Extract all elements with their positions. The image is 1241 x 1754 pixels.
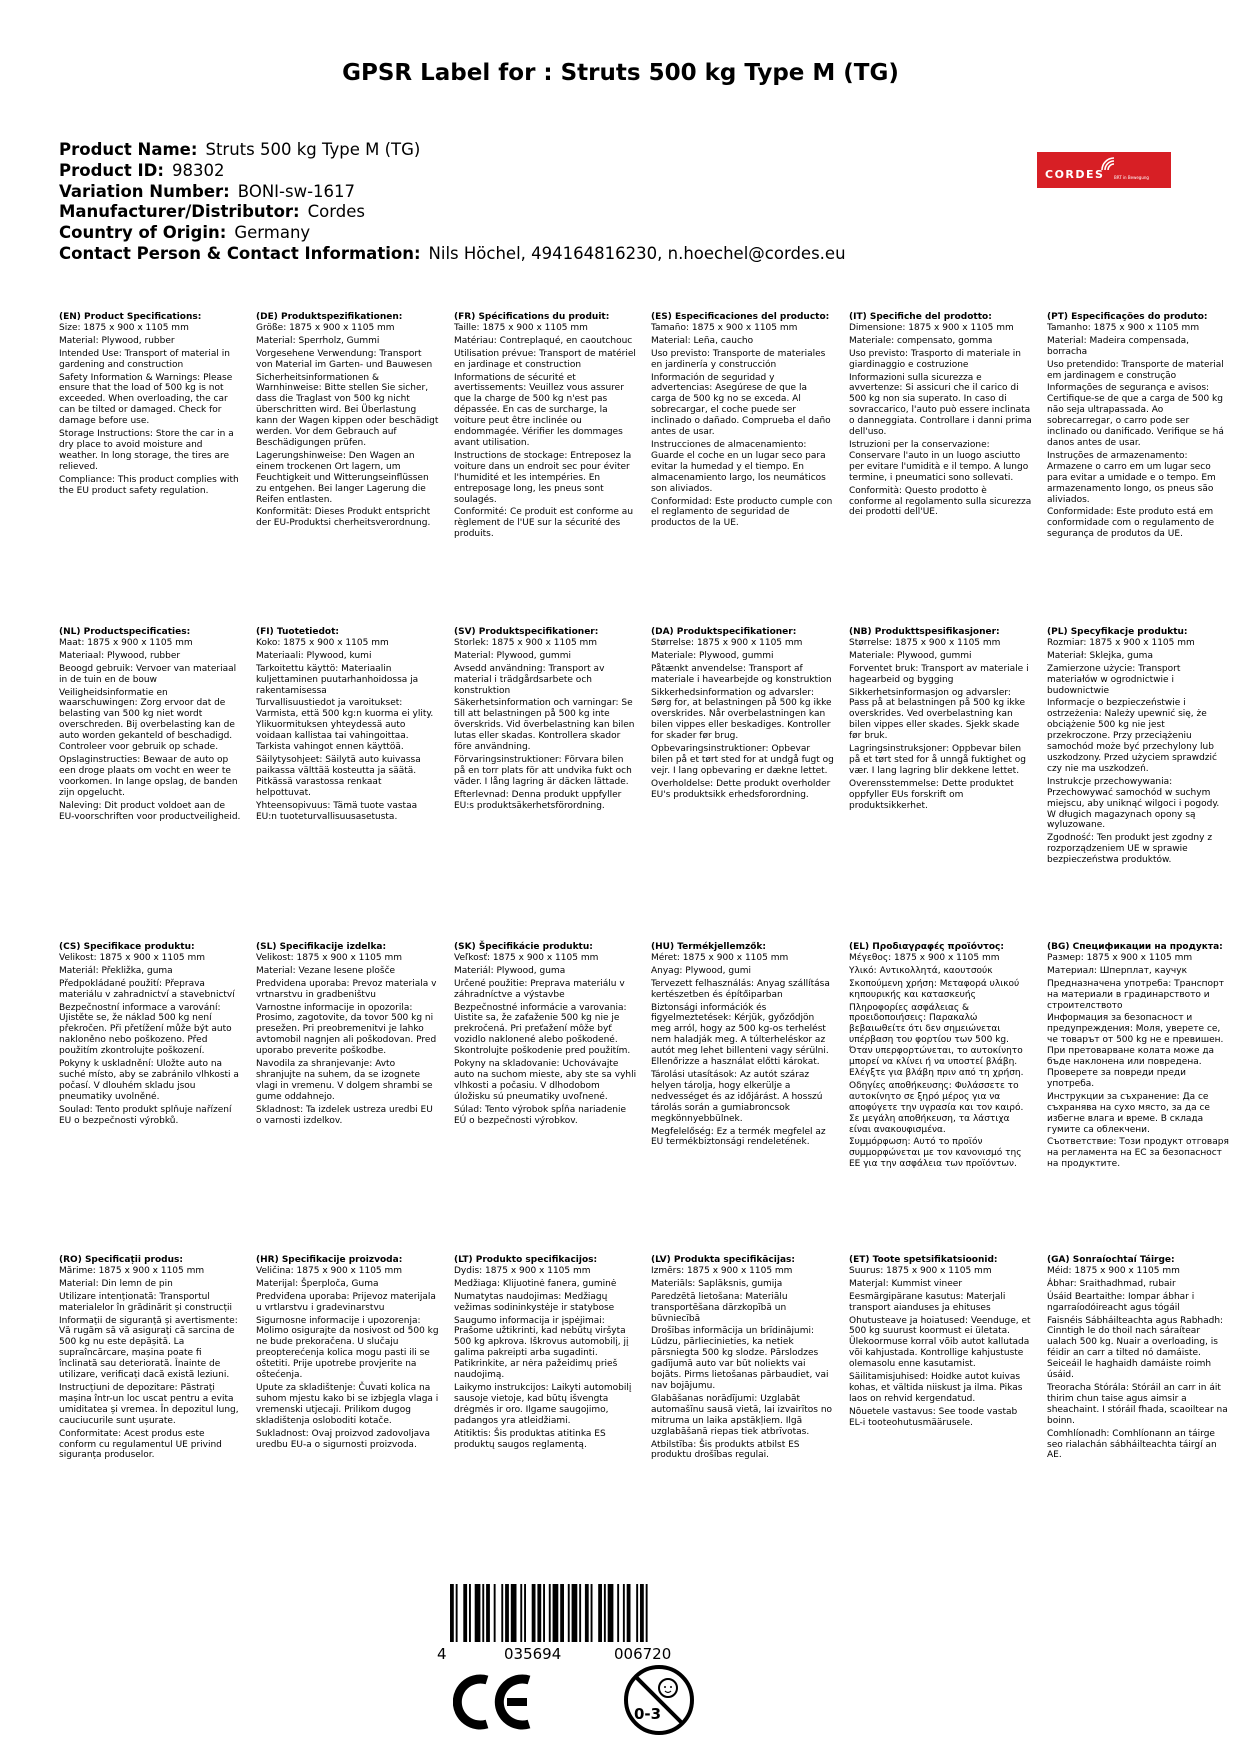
info-row [59, 202, 846, 223]
barcode-bar [627, 1584, 631, 1642]
info-value: Germany [234, 223, 311, 243]
spec-paragraph: Conformidade: Este produto está em conformidade com o regulamento de segurança de produtos da UE. [1047, 507, 1215, 540]
barcode-bar [598, 1584, 602, 1642]
spec-heading: (PL) Specyfikacje produktu: [1047, 627, 1188, 637]
barcode-bar [572, 1584, 578, 1642]
spec-paragraph: Instrukcje przechowywania: Przechowywać samochód w suchym miejscu, aby uniknąć wilgoci i pogody. W długich magazynach opony są wyluzowane. [1047, 776, 1220, 831]
spec-paragraph: Anyag: Plywood, gumi [651, 965, 752, 976]
barcode-bar [505, 1584, 509, 1642]
spec-block [651, 942, 834, 1150]
spec-paragraph: Material: Sperrholz, Gummi [256, 335, 380, 346]
spec-paragraph: Συμμόρφωση: Αυτό το προϊόν συμμορφώνεται με τον κανονισμό της ΕΕ για την ασφάλεια των προϊόντων. [849, 1137, 1022, 1170]
spec-paragraph: Istruzioni per la conservazione: Conservare l'auto in un luogo asciutto per evitare l'umidità e il tempo. A lungo termine, i pneumatici sono sollevati. [849, 439, 1029, 483]
barcode-digit-prefix: 4 [437, 1645, 447, 1663]
spec-paragraph: Varnostne informacije in opozorila: Prosimo, zagotovite, da tovor 500 kg ni presežen. Pri preobremenitvi je lahko avtomobil nagnjen ali poškodovan. Pred uporabo preverite poškodbe. [256, 1002, 437, 1057]
spec-size: Dimensione: 1875 x 900 x 1105 mm [849, 322, 1014, 333]
spec-paragraph: Určené použitie: Preprava materiálu v záhradníctve a výstavbe [454, 978, 625, 1000]
spec-size: Размер: 1875 x 900 x 1105 mm [1047, 952, 1193, 963]
spec-paragraph: Safety Information & Warnings: Please ensure that the load of 500 kg is not exceeded. When overloading, the car can be tilted or damaged. Check for damage before use. [59, 372, 233, 427]
spec-size: Méret: 1875 x 900 x 1105 mm [651, 952, 789, 963]
spec-paragraph: Material: Din lemn de pin [59, 1278, 173, 1289]
info-label: Product ID: [59, 160, 164, 180]
spec-block [1047, 312, 1230, 542]
spec-paragraph: Conformità: Questo prodotto è conforme al regolamento sulla sicurezza dei prodotti dell'UE. [849, 485, 1032, 518]
spec-paragraph: Treoracha Stórála: Stóráil an carr in áit thirim chun taise agus aimsir a sheachaint. I stóráil fhada, scaoiltear na boinn. [1047, 1382, 1228, 1426]
spec-size: Suurus: 1875 x 900 x 1105 mm [849, 1265, 992, 1276]
spec-block [59, 312, 242, 499]
barcode-bar [524, 1584, 526, 1642]
barcode-digits-left: 035694 [504, 1645, 562, 1663]
spec-paragraph: Naleving: Dit product voldoet aan de EU-voorschriften voor productveiligheid. [59, 800, 241, 822]
info-label: Country of Origin: [59, 223, 227, 243]
spec-size: Mărime: 1875 x 900 x 1105 mm [59, 1265, 205, 1276]
spec-paragraph: Material: Plywood, rubber [59, 335, 175, 346]
spec-paragraph: Zgodność: Ten produkt jest zgodny z rozporządzeniem UE w sprawie bezpieczeństwa produktów. [1047, 833, 1213, 866]
spec-heading: (LV) Produkta specifikācijas: [651, 1255, 795, 1265]
spec-paragraph: Uso previsto: Transporte de materiales en jardinería y construcción [651, 348, 826, 370]
spec-paragraph: Conformidad: Este producto cumple con el reglamento de seguridad de productos de la UE. [651, 496, 833, 529]
barcode-bar [543, 1584, 545, 1642]
spec-paragraph: Materjal: Kummist vineer [849, 1278, 963, 1289]
barcode-bar [553, 1584, 559, 1642]
info-label: Variation Number: [59, 181, 230, 201]
spec-heading: (DE) Produktspezifikationen: [256, 312, 403, 322]
barcode-bar [456, 1584, 458, 1642]
spec-paragraph: Materiál: Překližka, guma [59, 965, 173, 976]
spec-size: Koko: 1875 x 900 x 1105 mm [256, 637, 389, 648]
spec-paragraph: Informations de sécurité et avertissements: Veuillez vous assurer que la charge de 500 kg n'est pas dépassée. En cas de surcharge, la voiture peut être inclinée ou endommagée. Vérifier les dommages avant utilisation. [454, 372, 624, 448]
barcode-bar [469, 1584, 471, 1642]
spec-heading: (FR) Spécifications du produit: [454, 312, 610, 322]
spec-paragraph: Upute za skladištenje: Čuvati kolica na suhom mjestu kako bi se izbjegla vlaga i vremenski utjecaji. Prilikom dugog skladištenja osloboditi kotače. [256, 1382, 439, 1426]
spec-heading: (DA) Produktspecifikationer: [651, 627, 797, 637]
spec-block [59, 942, 242, 1129]
spec-block [454, 627, 637, 814]
barcode-bar [608, 1584, 614, 1642]
spec-paragraph: Beoogd gebruik: Vervoer van materiaal in de tuin en de bouw [59, 663, 237, 685]
spec-paragraph: Säilitamisjuhised: Hoidke autot kuivas kohas, et vältida niiskust ja ilma. Pikas laos on rehvid kergendatud. [849, 1372, 1023, 1404]
spec-heading: (ES) Especificaciones del producto: [651, 312, 830, 322]
spec-size: Tamanho: 1875 x 900 x 1105 mm [1047, 322, 1200, 333]
spec-heading: (FI) Tuotetiedot: [256, 627, 340, 637]
spec-heading: (IT) Specifiche del prodotto: [849, 312, 992, 322]
barcode-bar [549, 1584, 551, 1642]
spec-paragraph: Yhteensopivuus: Tämä tuote vastaa EU:n tuoteturvallisuusasetusta. [256, 800, 418, 822]
spec-paragraph: Skladnost: Ta izdelek ustreza uredbi EU o varnosti izdelkov. [256, 1104, 433, 1126]
spec-heading: (PT) Especificações do produto: [1047, 312, 1208, 322]
info-row [59, 223, 846, 244]
info-row [59, 161, 846, 182]
spec-paragraph: Overensstemmelse: Dette produktet oppfyller EUs forskrift om produktsikkerhet. [849, 778, 1014, 811]
barcode-bar [537, 1584, 541, 1642]
spec-paragraph: Drošības informācija un brīdinājumi: Lūdzu, pārliecinieties, ka netiek pārsniegta 500 kg slodze. Pārslodzes gadījumā auto var būt noliekts vai bojāts. Pirms lietošanas pārbaudiet, vai nav bojājumu. [651, 1326, 829, 1391]
spec-paragraph: Sigurnosne informacije i upozorenja: Molimo osigurajte da nosivost od 500 kg ne bude prekoračena. U slučaju preopterećenja kolica mogu pasti ili se oštetiti. Prije upotrebe provjerite na oštećenja. [256, 1315, 439, 1381]
spec-paragraph: Material: Leña, caucho [651, 335, 754, 346]
barcode-bar [604, 1584, 606, 1642]
spec-paragraph: Предназначена употреба: Транспорт на материали в градинарството и строителството [1047, 978, 1225, 1011]
spec-paragraph: Materiaali: Plywood, kumi [256, 650, 372, 661]
barcode-bar [482, 1584, 484, 1642]
spec-paragraph: Förvaringsinstruktioner: Förvara bilen på en torr plats för att undvika fukt och väder. I lång lagring är däcken lättade. [454, 754, 632, 787]
spec-heading: (GA) Sonraíochtaí Táirge: [1047, 1255, 1175, 1265]
spec-block [256, 312, 439, 531]
spec-heading: (SK) Špecifikácie produktu: [454, 942, 593, 952]
spec-paragraph: Материал: Шперплат, каучук [1047, 965, 1188, 976]
spec-heading: (RO) Specificații produs: [59, 1255, 183, 1265]
spec-heading: (LT) Produkto specifikacijos: [454, 1255, 598, 1265]
spec-paragraph: Vorgesehene Verwendung: Transport von Material im Garten- und Bauwesen [256, 348, 433, 370]
barcode-bar [617, 1584, 619, 1642]
spec-paragraph: Uso pretendido: Transporte de material em jardinagem e construção [1047, 359, 1224, 381]
spec-paragraph: Información de seguridad y advertencias: Asegúrese de que la carga de 500 kg no se exceda. Al sobrecargar, el coche puede ser inclinado o dañado. Comprueba el daño antes de usar. [651, 372, 831, 438]
spec-paragraph: Sikkerhedsinformation og advarsler: Sørg for, at belastningen på 500 kg ikke overskrides. Når overbelastningen kan bilen vippes eller beskadiges. Kontroller for skader før brug. [651, 687, 832, 742]
spec-paragraph: Avsedd användning: Transport av material i trädgårdsarbete och konstruktion [454, 663, 605, 696]
spec-paragraph: Faisnéis Sábháilteachta agus Rabhadh: Cinntigh le do thoil nach sáraítear ualach 500 kg. Nuair a overloading, is féidir an carr a tilted nó damáiste. Seiceáil le haghaidh damáiste roimh úsáid. [1047, 1315, 1224, 1381]
spec-block [256, 1255, 439, 1452]
spec-block [256, 627, 439, 824]
ce-mark-icon [453, 1674, 533, 1730]
spec-paragraph: Nõuetele vastavus: See toode vastab EL-i tooteohutusmäärusele. [849, 1406, 1018, 1428]
spec-block [849, 627, 1032, 814]
spec-paragraph: Atitiktis: Šis produktas atitinka ES produktų saugos reglamentą. [454, 1428, 606, 1450]
barcode-bar [494, 1584, 496, 1642]
spec-heading: (CS) Specifikace produktu: [59, 942, 195, 952]
spec-paragraph: Υλικό: Αντικολλητά, καουτσούκ [849, 965, 993, 976]
spec-paragraph: Informacje o bezpieczeństwie i ostrzeżenia: Należy upewnić się, że obciążenie 500 kg nie jest przekroczone. Przy przeciążeniu samochód może być przechylony lub uszkodzony. Przed użyciem sprawdzić czy nie ma uszkodzeń. [1047, 698, 1217, 774]
barcode-bar [475, 1584, 481, 1642]
spec-size: Méid: 1875 x 900 x 1105 mm [1047, 1265, 1180, 1276]
spec-paragraph: Biztonsági információk és figyelmeztetések: Kérjük, győződjön meg arról, hogy az 500 kg-os terhelést nem haladják meg. A túlterheléskor az autót meg lehet billenteni vagy sérülni. Ellenőrizze a használat előtti károkat. [651, 1002, 829, 1068]
product-info [59, 140, 846, 265]
spec-size: Veľkosť: 1875 x 900 x 1105 mm [454, 952, 599, 963]
spec-paragraph: Bezpečnostní informace a varování: Ujistěte se, že náklad 500 kg není překročen. Při přetížení může být auto nakloněno nebo poškozeno. Před použitím zkontrolujte poškození. [59, 1002, 232, 1057]
spec-block [454, 1255, 637, 1452]
spec-paragraph: Påtænkt anvendelse: Transport af materiale i havearbejde og konstruktion [651, 663, 832, 685]
spec-paragraph: Lagerungshinweise: Den Wagen an einem trockenen Ort lagern, um Feuchtigkeit und Witterungseinflüssen zu entgehen. Bei langer Lagerung die Reifen entlasten. [256, 450, 429, 505]
spec-block [651, 1255, 834, 1463]
spec-paragraph: Instruções de armazenamento: Armazene o carro em um lugar seco para evitar a umidade e o tempo. Em armazenamento longo, os pneus são aliviados. [1047, 450, 1216, 505]
spec-block [1047, 1255, 1230, 1463]
spec-paragraph: Úsáid Beartaithe: Iompar ábhar i ngarraíodóireacht agus tógáil [1047, 1291, 1195, 1313]
spec-paragraph: Storage Instructions: Store the car in a dry place to avoid moisture and weather. In long storage, the tires are relieved. [59, 429, 234, 472]
info-value: Cordes [307, 202, 365, 222]
spec-paragraph: Numatytas naudojimas: Medžiagų vežimas sodininkystėje ir statybose [454, 1291, 615, 1313]
info-value: Struts 500 kg Type M (TG) [205, 140, 421, 159]
barcode [450, 1584, 750, 1644]
spec-paragraph: Medžiaga: Klijuotinė fanera, guminė [454, 1278, 617, 1289]
spec-heading: (NL) Productspecificaties: [59, 627, 191, 637]
spec-paragraph: Efterlevnad: Denna produkt uppfyller EU:s produktsäkerhetsförordning. [454, 789, 622, 811]
spec-size: Dydis: 1875 x 900 x 1105 mm [454, 1265, 591, 1276]
spec-paragraph: Compliance: This product complies with the EU product safety regulation. [59, 474, 239, 496]
spec-paragraph: Saugumo informacija ir įspėjimai: Prašome užtikrinti, kad nebūtų viršyta 500 kg apkrova. Iškrovus automobilį, jį galima pakreipti arba sugadinti. Patikrinkite, ar nėra pažeidimų prieš naudojimą. [454, 1315, 629, 1381]
spec-paragraph: Pokyny k uskladnění: Uložte auto na suché místo, aby se zabránilo vlhkosti a počasí. V dlouhém skladu jsou pneumatiky uvolněné. [59, 1059, 239, 1102]
spec-paragraph: Material: Plywood, gummi [454, 650, 571, 661]
spec-block [1047, 627, 1230, 868]
spec-heading: (HU) Termékjellemzők: [651, 942, 767, 952]
spec-size: Size: 1875 x 900 x 1105 mm [59, 322, 189, 333]
barcode-bar [646, 1584, 648, 1642]
spec-block [454, 942, 637, 1129]
spec-paragraph: Instrucciones de almacenamiento: Guarde el coche en un lugar seco para evitar la humedad y el tiempo. En almacenamiento largo, los neumáticos son aliviados. [651, 439, 826, 494]
spec-size: Storlek: 1875 x 900 x 1105 mm [454, 637, 598, 648]
spec-paragraph: Инструкции за съхранение: Да се съхранява на сухо място, за да се избегне влага и време. В склада гумите са облекчени. [1047, 1091, 1210, 1135]
spec-paragraph: Lagringsinstruksjoner: Oppbevar bilen på et tørt sted for å unngå fuktighet og vær. I lang lagring blir dekkene lettet. [849, 744, 1026, 776]
age-range-text: 0-3 [634, 1705, 662, 1723]
spec-block [849, 1255, 1032, 1431]
spec-paragraph: Säilytysohjeet: Säilytä auto kuivassa paikassa välttää kosteutta ja säätä. Pitkässä varastossa renkaat helpottuvat. [256, 754, 421, 798]
info-row [59, 140, 846, 161]
barcode-bar [640, 1584, 644, 1642]
spec-paragraph: Opbevaringsinstruktioner: Opbevar bilen på et tørt sted for at undgå fugt og vejr. I lang opbevaring er dækne lettet. [651, 744, 834, 776]
barcode-bar [623, 1584, 625, 1642]
barcode-bar [511, 1584, 517, 1642]
spec-paragraph: Ohutusteave ja hoiatused: Veenduge, et 500 kg suurust koormust ei ületata. Ülekoormuse korral võib autot kallutada või kahjustada. Kontrollige kahjustuste olemasolu enne kasutamist. [849, 1315, 1031, 1370]
spec-size: Μέγεθος: 1875 x 900 x 1105 mm [849, 952, 1000, 963]
spec-paragraph: Comhlíonadh: Comhlíonann an táirge seo rialachán sábháilteachta táirgí an AE. [1047, 1428, 1217, 1461]
barcode-bar [463, 1584, 467, 1642]
spec-paragraph: Overholdelse: Dette produkt overholder EU's produktsikk erhedsforordning. [651, 778, 831, 800]
spec-paragraph: Materiál: Plywood, guma [454, 965, 566, 976]
spec-heading: (HR) Specifikacije proizvoda: [256, 1255, 403, 1265]
spec-paragraph: Megfelelőség: Ez a termék megfelel az EU termékbiztonsági rendeletének. [651, 1126, 826, 1148]
info-label: Contact Person & Contact Information: [59, 243, 421, 263]
barcode-bar [591, 1584, 593, 1642]
spec-paragraph: Conformitate: Acest produs este conform cu regulamentul UE privind siguranța produselor. [59, 1428, 222, 1461]
spec-size: Rozmiar: 1875 x 900 x 1105 mm [1047, 637, 1195, 648]
info-value: Nils Höchel, 494164816230, n.hoechel@cordes.eu [428, 243, 846, 263]
spec-size: Størrelse: 1875 x 900 x 1105 mm [849, 637, 1001, 648]
spec-paragraph: Laikymo instrukcijos: Laikyti automobilį sausoje vietoje, kad būtų išvengta drėgmės ir oro. Ilgame saugojimo, padangos yra atleidžiami. [454, 1382, 632, 1426]
spec-heading: (BG) Спецификации на продукта: [1047, 942, 1223, 952]
barcode-bar [560, 1584, 564, 1642]
spec-block [849, 942, 1032, 1172]
spec-paragraph: Glabāšanas norādījumi: Uzglabāt automašīnu sausā vietā, lai izvairītos no mitruma un laika apstākļiem. Ilgā uzglabāšanā riepas tiek atbrīvotas. [651, 1393, 833, 1437]
spec-block [59, 1255, 242, 1463]
spec-paragraph: Paredzētā lietošana: Materiālu transportēšana dārzkopībā un būvniecībā [651, 1291, 788, 1324]
spec-paragraph: Conformité: Ce produit est conforme au règlement de l'UE sur la sécurité des produits. [454, 507, 634, 540]
spec-paragraph: Veiligheidsinformatie en waarschuwingen: Zorg ervoor dat de belasting van 500 kg niet wordt overschreden. Bij overbelasting kan de auto worden gekanteld of beschadigd. Controleer voor gebruik op schade. [59, 687, 235, 753]
barcode-digits-right: 006720 [614, 1645, 672, 1663]
spec-paragraph: Forventet bruk: Transport av materiale i hagearbeid og bygging [849, 663, 1029, 685]
spec-paragraph: Instructions de stockage: Entreposez la voiture dans un endroit sec pour éviter l'humidité et les intempéries. En entreposage long, les pneus sont soulagés. [454, 450, 632, 505]
spec-paragraph: Utilisation prévue: Transport de matériel en jardinage et construction [454, 348, 636, 370]
spec-paragraph: Tarkoitettu käyttö: Materiaalin kuljettaminen puutarhanhoidossa ja rakentamisessa [256, 663, 419, 696]
spec-paragraph: Materiaal: Plywood, rubber [59, 650, 181, 661]
barcode-bar [532, 1584, 536, 1642]
spec-paragraph: Sukladnost: Ovaj proizvod zadovoljava uredbu EU-a o sigurnosti proizvoda. [256, 1428, 430, 1450]
barcode-bar [501, 1584, 503, 1642]
barcode-bar [486, 1584, 490, 1642]
spec-paragraph: Turvallisuustiedot ja varoitukset: Varmista, että 500 kg:n kuorma ei ylity. Ylikuormituksen yhteydessä auto voidaan kallistaa tai vahingoittaa. Tarkista vahingot ennen käyttöä. [256, 698, 434, 753]
spec-size: Velikost: 1875 x 900 x 1105 mm [256, 952, 402, 963]
spec-paragraph: Materiale: compensato, gomma [849, 335, 993, 346]
logo-text: CORDES [1045, 168, 1105, 181]
ce-text: CE [453, 1674, 455, 1675]
spec-block [454, 312, 637, 542]
spec-paragraph: Pokyny na skladovanie: Uchovávajte auto na suchom mieste, aby ste sa vyhli vlhkosti a počasiu. V dlhodobom úložisku sú pneumatiky uvoľnené. [454, 1059, 637, 1102]
spec-size: Størrelse: 1875 x 900 x 1105 mm [651, 637, 803, 648]
spec-size: Izmērs: 1875 x 900 x 1105 mm [651, 1265, 793, 1276]
spec-heading: (SL) Specifikacije izdelka: [256, 942, 387, 952]
cordes-logo [1037, 152, 1171, 188]
info-value: BONI-sw-1617 [237, 181, 356, 201]
spec-block [1047, 942, 1230, 1172]
spec-paragraph: Uso previsto: Trasporto di materiale in giardinaggio e costruzione [849, 348, 1021, 370]
spec-paragraph: Sikkerhetsinformasjon og advarsler: Pass på at belastningen på 500 kg ikke overskrides. Ved overbelastning kan bilen vippes eller skades. Sjekk skade før bruk. [849, 687, 1026, 742]
spec-heading: (NB) Produkttspesifikasjoner: [849, 627, 1000, 637]
barcode-bar [520, 1584, 522, 1642]
age-warning-icon [622, 1663, 696, 1737]
info-label: Product Name: [59, 140, 198, 159]
info-row [59, 182, 846, 203]
spec-paragraph: Intended Use: Transport of material in gardening and construction [59, 348, 230, 370]
barcode-bar [585, 1584, 589, 1642]
spec-size: Größe: 1875 x 900 x 1105 mm [256, 322, 395, 333]
spec-heading: (EL) Προδιαγραφές προϊόντος: [849, 942, 1004, 952]
spec-paragraph: Информация за безопасност и предупреждения: Моля, уверете се, че товарът от 500 kg не е превишен. При претоварване колата може да бъде наклонена или повредена. Проверете за повреди преди употреба. [1047, 1013, 1224, 1089]
spec-paragraph: Navodila za shranjevanje: Avto shranjujte na suhem, da se izognete vlagi in vremenu. V dolgem shrambi se gume oddahnejo. [256, 1059, 433, 1102]
barcode-bar [450, 1584, 454, 1642]
spec-paragraph: Soulad: Tento produkt splňuje nařízení EU o bezpečnosti výrobků. [59, 1104, 232, 1126]
spec-block [59, 627, 242, 824]
spec-paragraph: Utilizare intenționată: Transportul materialelor în grădinărit și construcții [59, 1291, 232, 1313]
spec-paragraph: Súlad: Tento výrobok spĺňa nariadenie EÚ o bezpečnosti výrobkov. [454, 1104, 627, 1126]
spec-paragraph: Materiał: Sklejka, guma [1047, 650, 1153, 661]
spec-paragraph: Σκοπούμενη χρήση: Μεταφορά υλικού κηπουρικής και κατασκευής [849, 978, 1020, 1000]
spec-paragraph: Tárolási utasítások: Az autót száraz helyen tárolja, hogy elkerülje a nedvességet és az időjárást. A hosszú tárolás során a gumiabroncsok megkönnyebbülnek. [651, 1069, 823, 1124]
info-label: Manufacturer/Distributor: [59, 202, 300, 222]
spec-block [651, 312, 834, 531]
page-title: GPSR Label for : Struts 500 kg Type M (TG) [342, 60, 899, 86]
spec-paragraph: Materiale: Plywood, gummi [849, 650, 972, 661]
barcode-bar [579, 1584, 581, 1642]
spec-paragraph: Opslaginstructies: Bewaar de auto op een droge plaats om vocht en weer te voorkomen. In lange opslag, de banden zijn opgelucht. [59, 754, 238, 798]
spec-paragraph: Predviđena uporaba: Prijevoz materijala u vrtlarstvu i gradevinarstvu [256, 1291, 436, 1313]
spec-block [849, 312, 1032, 520]
spec-size: Maat: 1875 x 900 x 1105 mm [59, 637, 193, 648]
spec-paragraph: Съответствие: Този продукт отговаря на регламента на ЕС за безопасност на продуктите. [1047, 1137, 1229, 1170]
barcode-bar [636, 1584, 638, 1642]
spec-paragraph: Materiāls: Saplāksnis, gumija [651, 1278, 783, 1289]
spec-paragraph: Instrucțiuni de depozitare: Păstrați mașina într-un loc uscat pentru a evita umiditatea și vremea. În depozitul lung, cauciucurile sunt ușurate. [59, 1382, 239, 1426]
spec-paragraph: Sicherheitsinformationen & Warnhinweise: Bitte stellen Sie sicher, dass die Traglast von 500 kg nicht überschritten wird. Bei Überlastung kann der Wagen kippen oder beschädigt werden. Vor dem Gebrauch auf Beschädigungen prüfen. [256, 372, 439, 448]
spec-paragraph: Material: Vezane lesene plošče [256, 965, 396, 976]
spec-paragraph: Atbilstība: Šis produkts atbilst ES produktu drošības regulai. [651, 1439, 800, 1461]
spec-size: Velikost: 1875 x 900 x 1105 mm [59, 952, 205, 963]
spec-paragraph: Οδηγίες αποθήκευσης: Φυλάσσετε το αυτοκίνητο σε ξηρό μέρος για να αποφύγετε την υγρασία και τον καιρό. Σε μεγάλη αποθήκευση, τα λάστιχα είναι ανακουφισμένα. [849, 1080, 1024, 1135]
spec-heading: (ET) Toote spetsifikatsioonid: [849, 1255, 998, 1265]
spec-paragraph: Předpokládané použití: Přeprava materiálu v zahradnictví a stavebnictví [59, 978, 235, 1000]
spec-paragraph: Säkerhetsinformation och varningar: Se till att belastningen på 500 kg inte överskrids. Vid överbelastning kan bilen lutas eller skadas. Kontrollera skador före användning. [454, 698, 635, 753]
spec-heading: (EN) Product Specifications: [59, 312, 202, 322]
spec-paragraph: Ábhar: Sraithadhmad, rubair [1047, 1278, 1176, 1289]
spec-block [256, 942, 439, 1129]
spec-block [651, 627, 834, 803]
spec-paragraph: Informații de siguranță și avertismente: Vă rugăm să vă asigurați că sarcina de 500 kg nu este depășită. La supraîncărcare, mașina poate fi înclinată sau deteriorată. Înainte de utilizare, verificați dacă există leziuni. [59, 1315, 238, 1381]
barcode-bar [568, 1584, 570, 1642]
spec-paragraph: Tervezett felhasználás: Anyag szállítása kertészetben és építőiparban [651, 978, 830, 1000]
spec-paragraph: Predvidena uporaba: Prevoz materiala v vrtnarstvu in gradbeništvu [256, 978, 437, 1000]
spec-paragraph: Πληροφορίες ασφάλειας & προειδοποιήσεις: Παρακαλώ βεβαιωθείτε ότι δεν σημειώνεται υπέρβαση του φορτίου των 500 kg. Όταν υπερφορτώνεται, το αυτοκίνητο μπορεί να κλίνει ή να υποστεί βλάβη. Ελέγξτε για βλάβη πριν από τη χρήση. [849, 1002, 1024, 1078]
spec-paragraph: Material: Madeira compensada, borracha [1047, 335, 1190, 357]
info-value: 98302 [171, 160, 225, 180]
spec-paragraph: Materijal: Šperploča, Guma [256, 1278, 379, 1289]
spec-heading: (SV) Produktspecifikationer: [454, 627, 599, 637]
spec-paragraph: Zamierzone użycie: Transport materiałów w ogrodnictwie i budownictwie [1047, 663, 1181, 696]
spec-paragraph: Konformität: Dieses Produkt entspricht der EU-Produktsi cherheitsverordnung. [256, 507, 431, 529]
spec-paragraph: Eesmärgipärane kasutus: Materjali transport aianduses ja ehituses [849, 1291, 1006, 1313]
spec-paragraph: Materiale: Plywood, gummi [651, 650, 774, 661]
spec-size: Taille: 1875 x 900 x 1105 mm [454, 322, 588, 333]
spec-paragraph: Bezpečnostné informácie a varovania: Uistite sa, že zaťaženie 500 kg nie je prekročená. Pri preťažení môže byť vozidlo naklonené alebo poškodené. Skontrolujte poškodenie pred použitím. [454, 1002, 631, 1057]
info-row [59, 244, 846, 265]
logo-slogan: BRT in Bewegung [1114, 175, 1149, 180]
spec-paragraph: Matériau: Contreplaqué, en caoutchouc [454, 335, 633, 346]
spec-paragraph: Informações de segurança e avisos: Certifique-se de que a carga de 500 kg não seja ultrapassada. Ao sobrecarregar, o carro pode ser inclinado ou danificado. Verifique se há danos antes de usar. [1047, 383, 1224, 448]
spec-paragraph: Informazioni sulla sicurezza e avvertenze: Si assicuri che il carico di 500 kg non sia superato. In caso di sovraccarico, l'auto può essere inclinata o danneggiata. Controllare i danni prima dell'uso. [849, 372, 1032, 438]
spec-size: Veličina: 1875 x 900 x 1105 mm [256, 1265, 403, 1276]
spec-size: Tamaño: 1875 x 900 x 1105 mm [651, 322, 798, 333]
